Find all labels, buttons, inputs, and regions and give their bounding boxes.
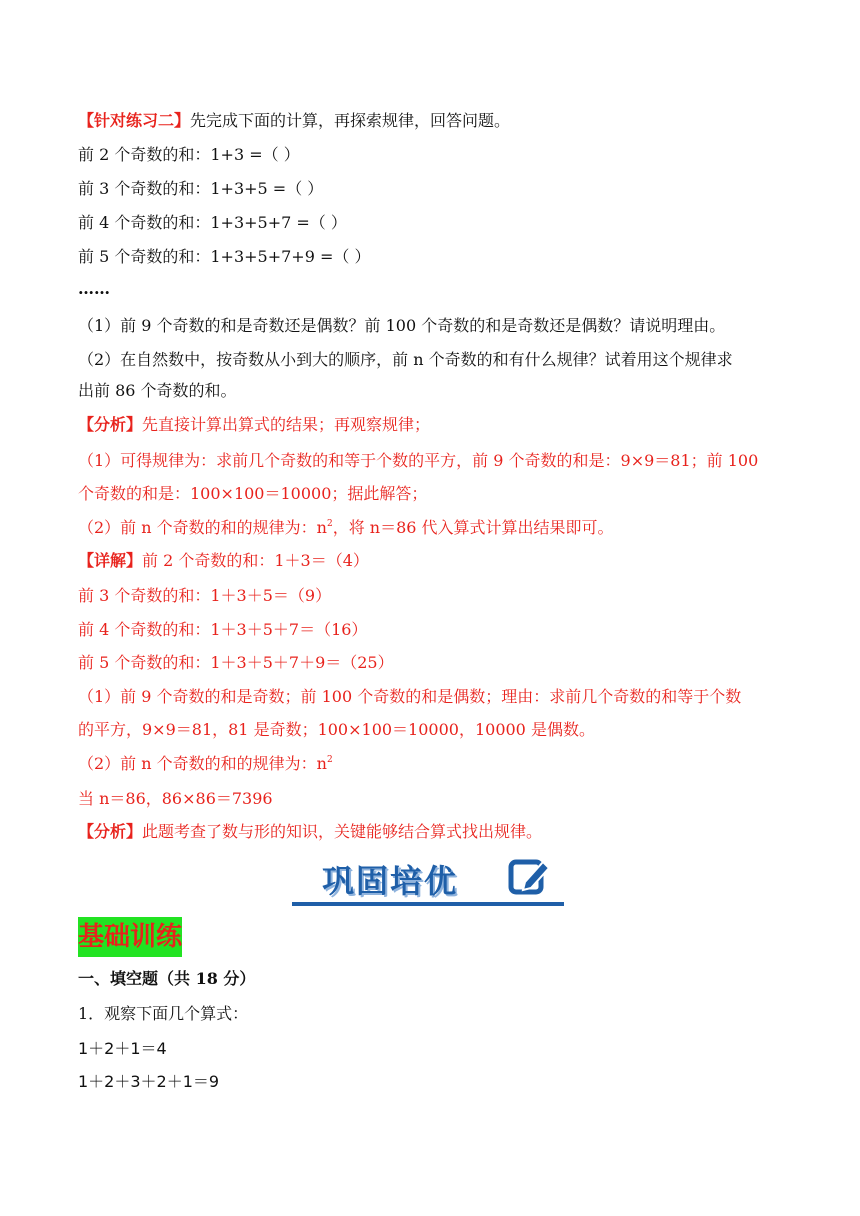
practice-ellipsis: …… <box>78 279 110 298</box>
practice-item-4: 前 5 个奇数的和：1+3+5+7+9 =（ ） <box>78 247 371 266</box>
section-tag-label: 基础训练 <box>78 922 183 952</box>
analysis-point-1-line-2: 个奇数的和是：100×100＝10000；据此解答； <box>78 484 428 503</box>
analysis-point-1-line-1: （1）可得规律为：求前几个奇数的和等于个数的平方，前 9 个奇数的和是：9×9＝81；前 100 <box>78 451 759 470</box>
solution-line-2: 前 3 个奇数的和：1＋3＋5＝（9） <box>78 586 332 605</box>
consolidation-banner <box>292 850 564 908</box>
analysis-2-line <box>78 821 542 843</box>
practice-question-2-line-2: 出前 86 个奇数的和。 <box>78 381 237 400</box>
solution-header-line <box>78 550 369 572</box>
analysis-line-1: 先直接计算出算式的结果；再观察规律； <box>142 415 431 434</box>
analysis-2-text: 此题考查了数与形的知识，关键能够结合算式找出规律。 <box>142 822 543 841</box>
analysis-header: 【分析】 <box>78 415 143 434</box>
practice-header-line <box>78 110 510 132</box>
practice-item-2: 前 3 个奇数的和：1+3+5 =（ ） <box>78 179 324 198</box>
equation-1: 1＋2＋1＝4 <box>78 1039 167 1058</box>
practice-question-2-line-1: （2）在自然数中，按奇数从小到大的顺序，前 n 个奇数的和有什么规律？试着用这个规律求 <box>78 350 733 369</box>
solution-answer-2-sup: 2 <box>326 755 333 765</box>
solution-answer-1-line-2: 的平方，9×9＝81，81 是奇数；100×100＝10000，10000 是偶数。 <box>78 720 595 739</box>
practice-question-1: （1）前 9 个奇数的和是奇数还是偶数？前 100 个奇数的和是奇数还是偶数？请说明理由。 <box>78 316 726 335</box>
banner-underline <box>292 902 564 906</box>
practice-item-3: 前 4 个奇数的和：1+3+5+7 =（ ） <box>78 213 347 232</box>
solution-answer-2 <box>78 753 333 775</box>
solution-answer-1-line-1: （1）前 9 个奇数的和是奇数；前 100 个奇数的和是偶数；理由：求前几个奇数的和等于个数 <box>78 687 742 706</box>
solution-calculation: 当 n＝86，86×86＝7396 <box>78 789 273 808</box>
solution-line-3: 前 4 个奇数的和：1＋3＋5＋7＝（16） <box>78 620 368 639</box>
equation-2: 1＋2＋3＋2＋1＝9 <box>78 1072 220 1091</box>
banner-title: 巩固培优 <box>322 862 459 900</box>
analysis-point-2-sup: 2 <box>326 519 333 529</box>
section-tag <box>78 917 182 957</box>
analysis-point-2-pre: （2）前 n 个奇数的和的规律为：n <box>78 518 327 537</box>
edit-icon <box>507 854 551 898</box>
solution-header: 【详解】 <box>78 551 143 570</box>
solution-line-4: 前 5 个奇数的和：1＋3＋5＋7＋9＝（25） <box>78 653 394 672</box>
practice-intro: 先完成下面的计算，再探索规律，回答问题。 <box>190 111 511 130</box>
question-1-intro: 1．观察下面几个算式： <box>78 1004 249 1023</box>
solution-line-1: 前 2 个奇数的和：1＋3＝（4） <box>142 551 369 570</box>
analysis-point-2 <box>78 517 614 539</box>
section-title: 一、填空题（共 18 分） <box>78 969 256 988</box>
analysis-header-line <box>78 414 430 436</box>
analysis-2-header: 【分析】 <box>78 822 143 841</box>
practice-header: 【针对练习二】 <box>78 111 191 130</box>
analysis-point-2-post: ，将 n＝86 代入算式计算出结果即可。 <box>332 518 614 537</box>
practice-item-1: 前 2 个奇数的和：1+3 =（ ） <box>78 145 300 164</box>
solution-answer-2-pre: （2）前 n 个奇数的和的规律为：n <box>78 754 327 773</box>
